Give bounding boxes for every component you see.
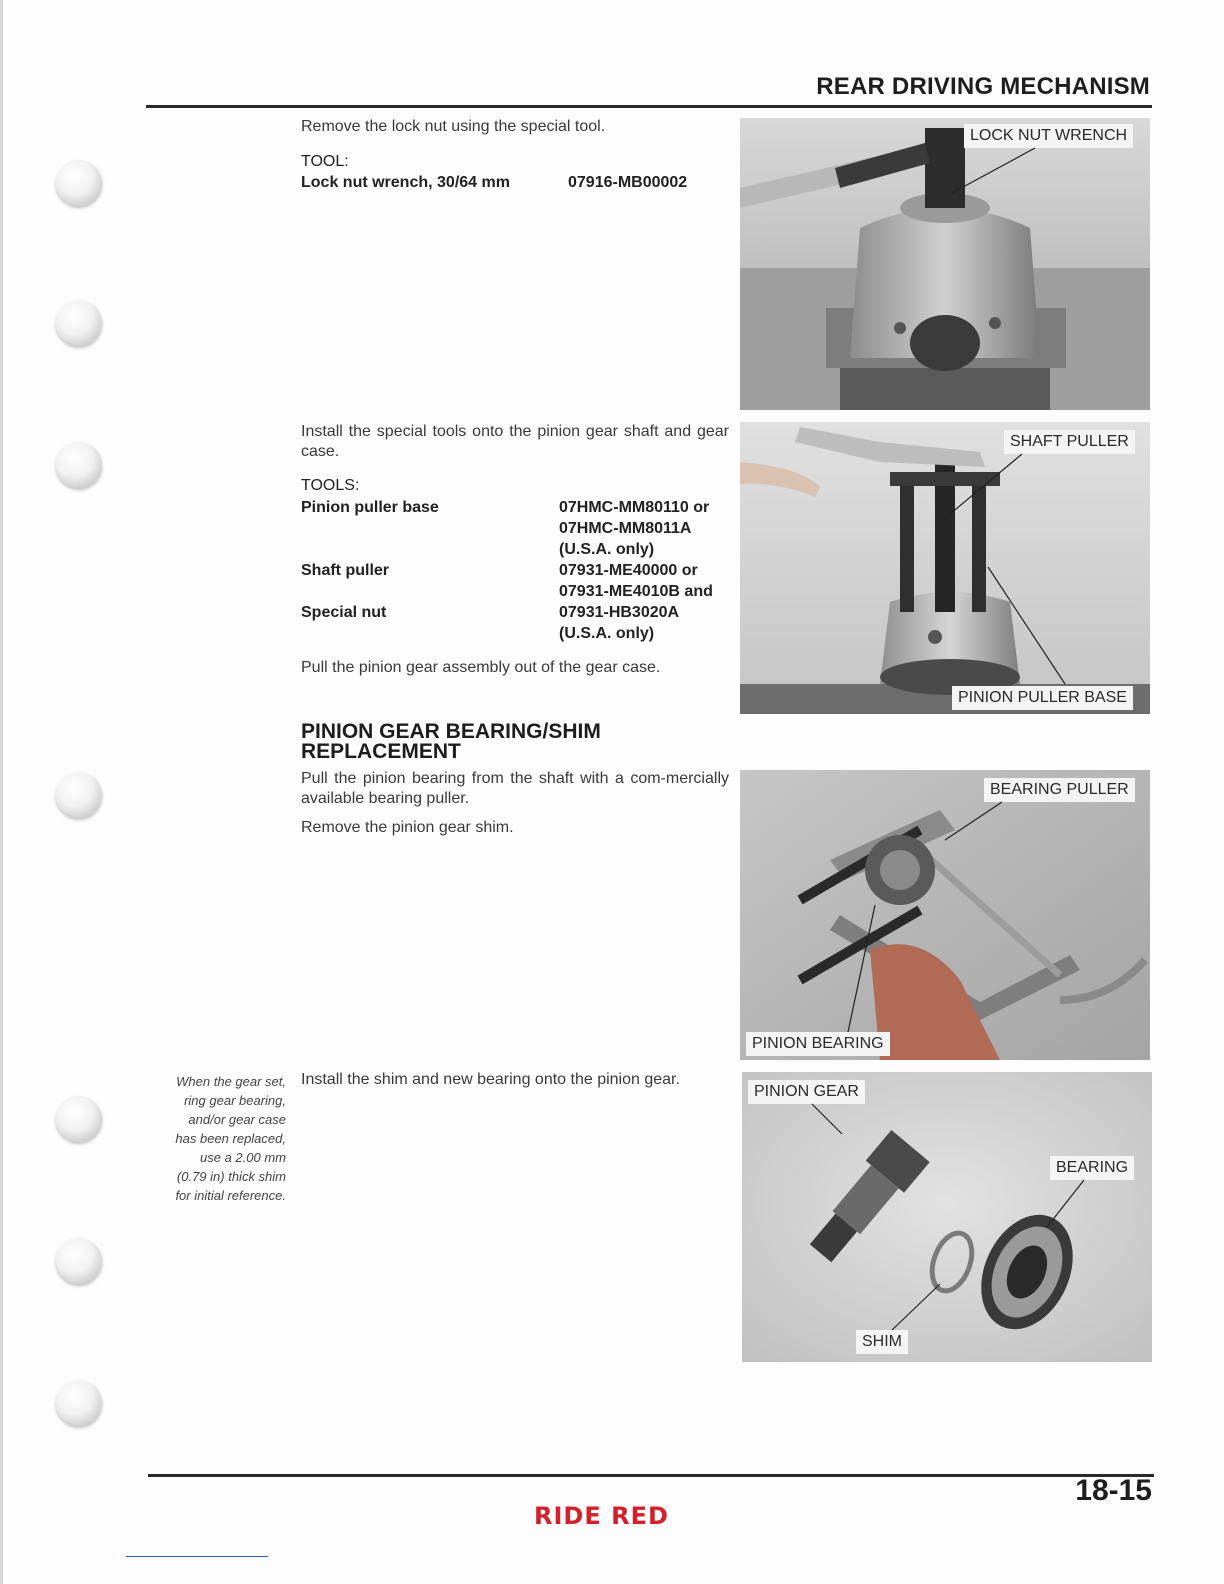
callout-pinion-puller-base: PINION PULLER BASE <box>952 686 1133 710</box>
tool-code-line: 07931-ME4010B and <box>559 583 713 600</box>
callout-shaft-puller: SHAFT PULLER <box>1004 430 1135 454</box>
callout-pinion-gear: PINION GEAR <box>748 1080 865 1104</box>
tools-heading: TOOLS: <box>301 477 360 494</box>
note-line: ring gear bearing, <box>184 1093 286 1108</box>
photo-pinion-gear-parts <box>742 1072 1152 1362</box>
footer-link-underline <box>126 1556 268 1557</box>
page-number: 18-15 <box>1075 1474 1152 1507</box>
tool-row-name: Special nut <box>301 604 387 621</box>
photo-lock-nut-wrench <box>740 118 1150 410</box>
step2-text: Install the special tools onto the pinion gear shaft and gear case. <box>301 423 729 460</box>
tool-code-line: 07931-HB3020A <box>559 604 680 621</box>
tool-row <box>301 560 713 602</box>
binder-hole <box>56 300 102 346</box>
tool-row-codes <box>559 497 709 560</box>
binder-hole <box>56 772 102 818</box>
tool-code-line: 07931-ME40000 or <box>559 562 698 579</box>
tool-code-line: (U.S.A. only) <box>559 625 655 642</box>
step1-text: Remove the lock nut using the special tool. <box>301 118 606 135</box>
tool-row-name: Shaft puller <box>301 562 390 579</box>
callout-bearing-puller: BEARING PULLER <box>984 778 1135 802</box>
section-title-line2: REPLACEMENT <box>301 740 461 763</box>
tool-row-codes <box>559 560 713 602</box>
note-line: has been replaced, <box>175 1131 286 1146</box>
tool-code-line: 07HMC-MM8011A <box>559 520 692 537</box>
section-text2: Remove the pinion gear shim. <box>301 819 514 836</box>
footer-brand-logo: RIDE RED <box>534 1502 669 1530</box>
note-line: When the gear set, <box>176 1074 286 1089</box>
page-edge <box>0 0 3 1584</box>
binder-hole <box>56 1238 102 1284</box>
callout-pinion-bearing: PINION BEARING <box>746 1032 890 1056</box>
callout-lock-nut-wrench: LOCK NUT WRENCH <box>964 124 1133 148</box>
tool-code-line: (U.S.A. only) <box>559 541 655 558</box>
step2-text2: Pull the pinion gear assembly out of the gear case. <box>301 659 661 676</box>
section-title-line1: PINION GEAR BEARING/SHIM <box>301 720 601 743</box>
tool-row <box>301 497 713 560</box>
note-line: use a 2.00 mm <box>200 1150 286 1165</box>
callout-bearing: BEARING <box>1050 1156 1134 1180</box>
tools-table <box>301 497 713 644</box>
footer-rule <box>148 1474 1154 1477</box>
note-line: (0.79 in) thick shim <box>176 1169 286 1184</box>
photo-bearing-puller <box>740 770 1150 1060</box>
tool-row-codes <box>559 602 679 644</box>
tool-name: Lock nut wrench, 30/64 mm <box>301 174 510 191</box>
page-title: REAR DRIVING MECHANISM <box>816 73 1150 100</box>
header-rule <box>146 105 1152 108</box>
binder-hole <box>56 160 102 206</box>
binder-hole <box>56 442 102 488</box>
binder-hole <box>56 1096 102 1142</box>
note-line: and/or gear case <box>188 1112 286 1127</box>
step3-text: Install the shim and new bearing onto the pinion gear. <box>301 1071 680 1088</box>
tool-row <box>301 602 713 644</box>
section-text1: Pull the pinion bearing from the shaft with a com-mercially available bearing puller. <box>301 770 729 807</box>
side-note <box>140 1072 286 1205</box>
tool-code: 07916-MB00002 <box>568 174 688 191</box>
note-line: for initial reference. <box>175 1188 286 1203</box>
tool-row-name: Pinion puller base <box>301 499 439 516</box>
photo-shaft-puller <box>740 422 1150 714</box>
callout-shim: SHIM <box>856 1330 908 1354</box>
tool-code-line: 07HMC-MM80110 or <box>559 499 710 516</box>
binder-hole <box>56 1380 102 1426</box>
tool-heading: TOOL: <box>301 153 349 170</box>
